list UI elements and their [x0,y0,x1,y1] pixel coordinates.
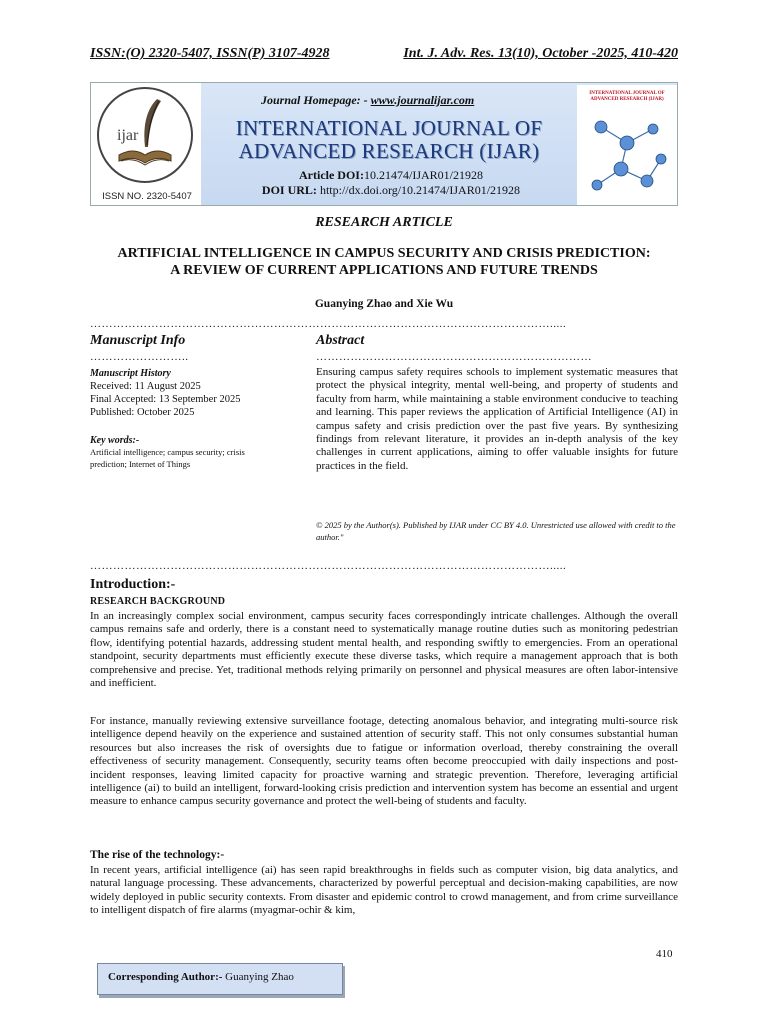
rise-paragraph: In recent years, artificial intelligence (ai) has seen rapid breakthroughs in fields such as computer vision, big data analytics, and natural language processing. These advancements, characterized by powerful perceptual and decision-making capabilities, are now widely deployed in public security contexts. From disaster and epidemic control to crowd management, and from crime surveillance to intelligent dispatch of fire alarms (myagmar-ochir & kim, [90,864,678,917]
keywords-text: Artificial intelligence; campus security; crisis prediction; Internet of Things [90,447,245,469]
issn-small: ISSN NO. 2320-5407 [102,191,192,202]
corr-name: Guanying Zhao [222,971,294,983]
dotted-rule-top: …………………………………………………………………………………………………………..... [90,318,567,330]
dotted-rule-left: …………………….. [90,351,189,363]
running-header [90,46,678,62]
article-title-line1: ARTIFICIAL INTELLIGENCE IN CAMPUS SECURITY AND CRISIS PREDICTION: [117,246,651,261]
journal-title-line2: ADVANCED RESEARCH (IJAR) [238,139,540,163]
keywords-block [90,435,280,470]
article-title [90,245,678,279]
journal-homepage [261,93,474,108]
journal-title-line1: INTERNATIONAL JOURNAL OF [235,116,543,140]
received-date: Received: 11 August 2025 [90,381,201,392]
ijar-logo [97,87,193,183]
cover-text-line1: INTERNATIONAL JOURNAL OF [589,91,665,96]
dotted-rule-bottom: …………………………………………………………………………………………………………..... [90,560,567,572]
journal-title [219,117,559,163]
corr-label: Corresponding Author:- [108,971,223,983]
dotted-rule-abstract: ……………………………………………………………… [316,351,592,363]
doi-value: 10.21474/IJAR01/21928 [363,168,483,182]
journal-cover-thumbnail [577,85,677,205]
doi-url-label: DOI URL: [261,183,317,197]
abstract-heading: Abstract [316,333,365,348]
doi-url-value[interactable]: http://dx.doi.org/10.21474/IJAR01/21928 [319,183,521,197]
doi-block [241,168,541,198]
article-title-line2: A REVIEW OF CURRENT APPLICATIONS AND FUTURE TRENDS [170,263,598,278]
abstract-text: Ensuring campus safety requires schools to implement systematic measures that protect the physical integrity, mental well-being, and property of students and faculty from harm, while maintaining a stable environment conducive to teaching and learning. This paper reviews the application of Artificial Intelligence (AI) in campus safety and crisis prediction over the past five years. By synthesizing findings from relevant literature, it provides an in-depth analysis of the key challenges in current applications, aiming to offer valuable insights for future practices in the field. [316,366,678,472]
quill-book-icon [99,89,191,181]
rise-heading: The rise of the technology:- [90,849,225,861]
article-type: RESEARCH ARTICLE [315,215,453,230]
keywords-label: Key words:- [90,435,140,446]
license-note: © 2025 by the Author(s). Published by IJAR under CC BY 4.0. Unrestricted use allowed with credit to the author." [316,520,676,542]
published-date: Published: October 2025 [90,407,195,418]
page-number: 410 [656,948,673,960]
introduction-heading: Introduction:- [90,577,176,592]
corresponding-author-box [97,963,343,995]
cover-text-line2: ADVANCED RESEARCH (IJAR) [590,97,664,102]
homepage-label: Journal Homepage: - [261,93,371,107]
intro-paragraph-1: In an increasingly complex social environment, campus security faces correspondingly intricate challenges. Although the overall campus remains safe and orderly, there is a constant need to systematically manage routine duties such as monitoring pedestrian flow, identifying potential hazards, addressing student mental health, and responding swiftly to emergencies. From an operational standpoint, security departments must efficiently execute these diverse tasks, which require a management approach that is both comprehensive and precise. Yet, traditional methods relying primarily on personnel and physical measures are often labor-intensive and inefficient. [90,610,678,690]
logo-panel [91,83,201,205]
article-authors: Guanying Zhao and Xie Wu [314,298,454,310]
research-background-heading: RESEARCH BACKGROUND [90,596,226,607]
intro-paragraph-2: For instance, manually reviewing extensive surveillance footage, detecting anomalous behavior, and integrating multi-source risk intelligence depend heavily on the experience and sustained attention of security staff. This not only consumes substantial human resources but also increases the risk of oversights due to fatigue or information overload, thereby constraining the overall effectiveness of security management. Consequently, security teams often become preoccupied with daily inspections and post-incident responses, leaving limited capacity for proactive warning and strategic prevention. Therefore, leveraging artificial intelligence (ai) to build an intelligent, forward-looking crisis prediction and intervention system has become an essential and urgent measure to enhance campus security governance and protect the well-being of students and faculty. [90,715,678,808]
manuscript-history [90,367,290,419]
accepted-date: Final Accepted: 13 September 2025 [90,394,241,405]
molecule-icon [581,107,673,203]
logo-text: ijar [117,127,139,144]
doi-label: Article DOI: [299,168,364,182]
homepage-link[interactable]: www.journalijar.com [370,93,475,107]
header-citation: Int. J. Adv. Res. 13(10), October -2025, 410-420 [403,46,678,61]
journal-banner [90,82,678,206]
history-label: Manuscript History [90,368,171,379]
manuscript-info-heading: Manuscript Info [90,333,186,348]
header-issn: ISSN:(O) 2320-5407, ISSN(P) 3107-4928 [90,46,330,61]
